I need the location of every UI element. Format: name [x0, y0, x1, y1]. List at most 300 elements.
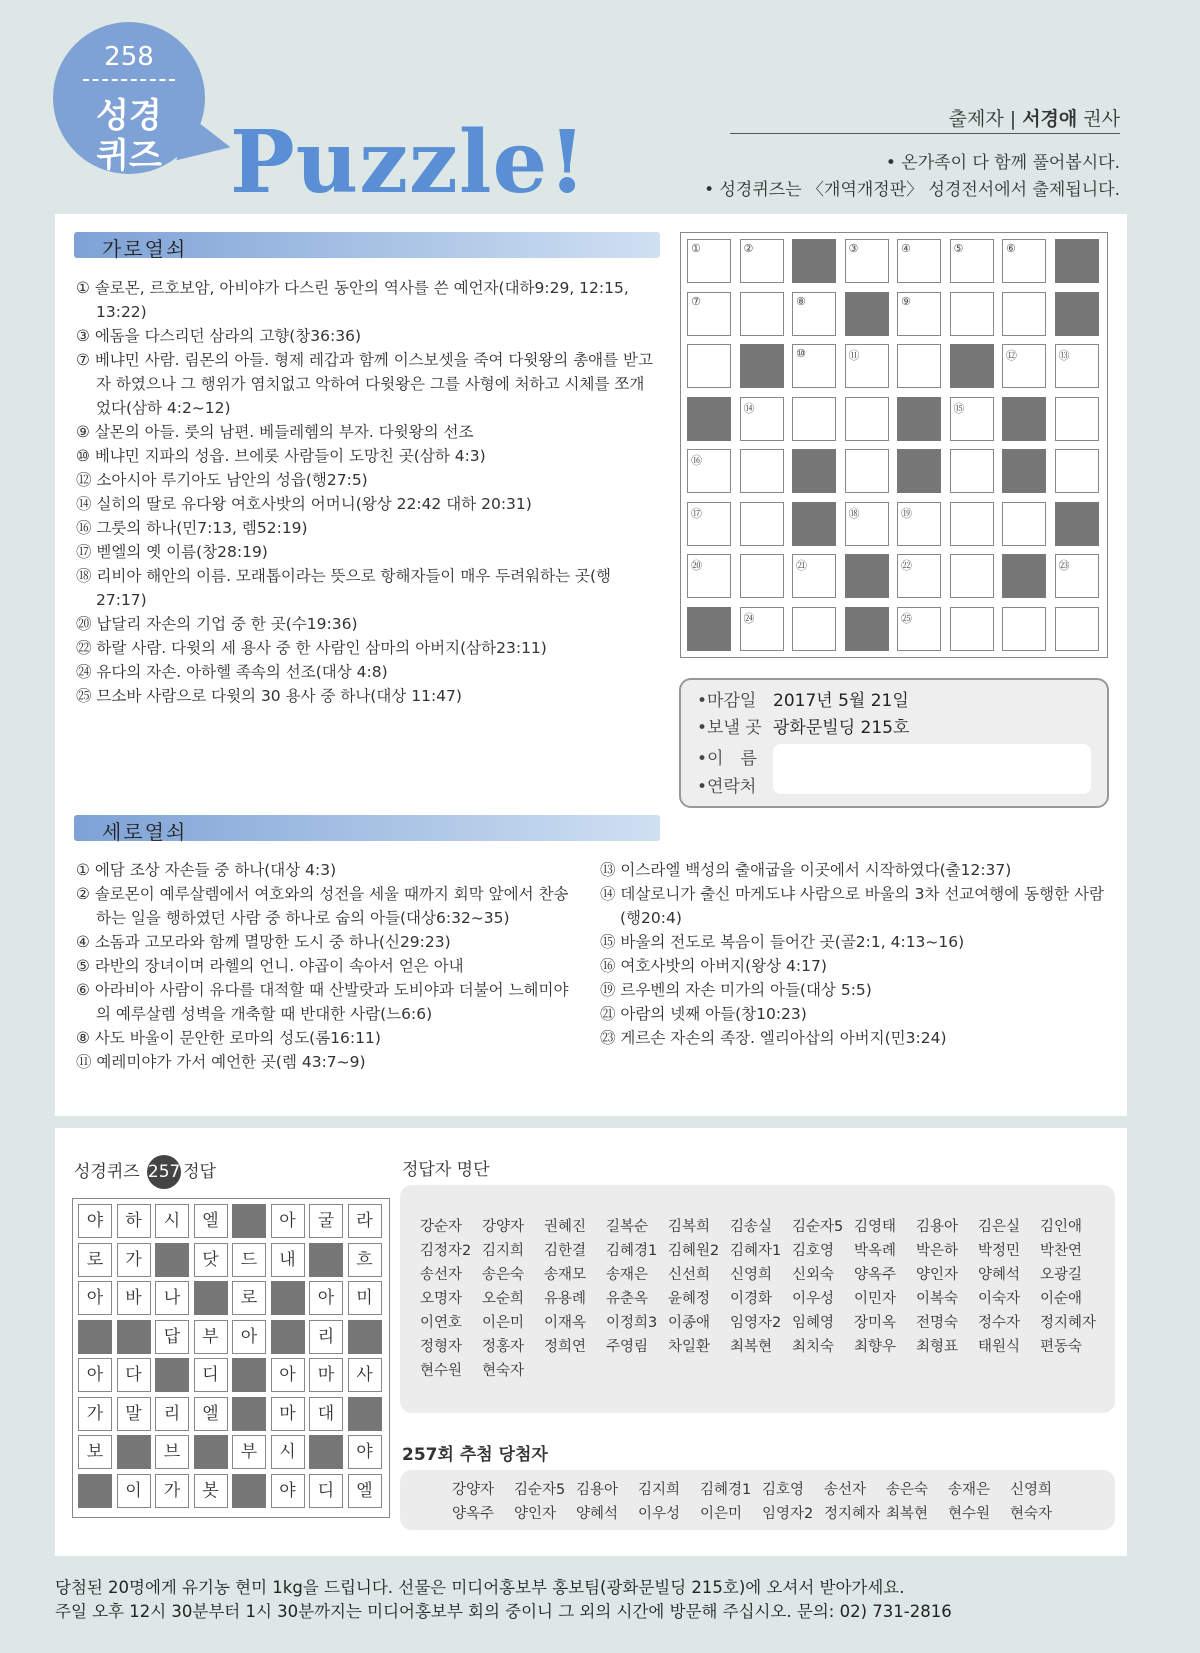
blocked-cell	[309, 1243, 343, 1277]
winner-name: 신외숙	[792, 1267, 835, 1283]
lucky-name: 정지혜자	[824, 1506, 881, 1522]
clue-item: ⑬ 이스라엘 백성의 출애굽을 이곳에서 시작하였다(출12:37)	[600, 861, 1012, 879]
puzzle-cell[interactable]	[950, 239, 994, 283]
winner-name: 태원식	[978, 1339, 1021, 1355]
address-value: 광화문빌딩 215호	[773, 718, 910, 738]
answers-title-prefix: 성경퀴즈	[74, 1162, 140, 1182]
blocked-cell	[792, 502, 836, 546]
answer-cell: 가	[78, 1397, 112, 1431]
author-name: 서경애	[1022, 108, 1078, 130]
blocked-cell	[271, 1320, 305, 1354]
winner-name: 현숙자	[482, 1363, 525, 1379]
clue-item: ⑰ 벧엘의 옛 이름(창28:19)	[76, 543, 268, 561]
answer-cell: 시	[271, 1435, 305, 1469]
winner-name: 이연호	[420, 1315, 463, 1331]
blocked-cell	[845, 607, 889, 651]
winner-name: 이재옥	[544, 1315, 587, 1331]
answer-cell: 이	[117, 1474, 151, 1508]
blocked-cell	[232, 1358, 266, 1392]
lucky-name: 김혜경1	[700, 1482, 752, 1498]
winner-name: 차일환	[668, 1339, 711, 1355]
cell-number: ⑥	[1006, 242, 1016, 255]
clue-item: ① 솔로몬, 르호보암, 아비야가 다스린 동안의 역사를 쓴 예언자(대하9:29, 12:15, 13:22)	[76, 279, 629, 321]
answer-cell: 내	[271, 1243, 305, 1277]
answer-cell: 브	[155, 1435, 189, 1469]
lucky-name: 신영희	[1010, 1482, 1053, 1498]
puzzle-cell[interactable]	[897, 344, 941, 388]
down-title: 세로열쇠	[102, 820, 188, 844]
winner-name: 김인애	[1040, 1219, 1083, 1235]
across-title: 가로열쇠	[102, 237, 188, 261]
answer-cell: 보	[78, 1435, 112, 1469]
winner-name: 강양자	[482, 1219, 525, 1235]
blocked-cell	[194, 1281, 228, 1315]
puzzle-cell[interactable]	[740, 397, 784, 441]
answer-cell: 아	[232, 1320, 266, 1354]
clue-item: ⑯ 그룻의 하나(민7:13, 렘52:19)	[76, 519, 308, 537]
winner-name: 양혜석	[978, 1267, 1021, 1283]
blocked-cell	[194, 1435, 228, 1469]
blocked-cell	[740, 344, 784, 388]
winner-name: 강순자	[420, 1219, 463, 1235]
lucky-name: 최복현	[886, 1506, 929, 1522]
lucky-name: 현숙자	[1010, 1506, 1053, 1522]
answer-cell: 리	[309, 1320, 343, 1354]
answer-cell: 가	[117, 1243, 151, 1277]
winner-name: 김한결	[544, 1243, 587, 1259]
puzzle-cell[interactable]	[845, 239, 889, 283]
answer-cell: 아	[271, 1358, 305, 1392]
puzzle-cell[interactable]	[897, 239, 941, 283]
answer-cell: 다	[117, 1358, 151, 1392]
address-label: •보낼 곳	[697, 718, 762, 738]
blocked-cell	[232, 1474, 266, 1508]
winner-name: 송재은	[606, 1267, 649, 1283]
puzzle-cell[interactable]	[950, 502, 994, 546]
answer-cell: 마	[309, 1358, 343, 1392]
puzzle-cell[interactable]	[1002, 292, 1046, 336]
answer-cell: 흐	[348, 1243, 382, 1277]
cell-number: ⑦	[691, 294, 701, 308]
blocked-cell	[117, 1435, 151, 1469]
winner-name: 이순애	[1040, 1291, 1083, 1307]
blocked-cell	[950, 344, 994, 388]
answer-cell: 엘	[348, 1474, 382, 1508]
puzzle-cell[interactable]	[1002, 344, 1046, 388]
cell-number: ⑭	[743, 401, 755, 415]
puzzle-cell[interactable]	[740, 607, 784, 651]
winner-name: 최향우	[854, 1339, 897, 1355]
puzzle-cell[interactable]	[687, 292, 731, 336]
puzzle-cell[interactable]	[1055, 607, 1099, 651]
blocked-cell	[155, 1243, 189, 1277]
blocked-cell	[271, 1281, 305, 1315]
winners-box	[400, 1185, 1115, 1413]
winner-name: 정희연	[544, 1339, 587, 1355]
author-label: 출제자 |	[948, 108, 1023, 130]
clue-item: ⑤ 라반의 장녀이며 라헬의 언니. 야곱이 속아서 얻은 아내	[76, 957, 464, 975]
winner-name: 김정자2	[420, 1243, 472, 1259]
note-1: • 온가족이 다 함께 풀어봅시다.	[885, 153, 1120, 173]
winner-name: 김용아	[916, 1219, 959, 1235]
winner-name: 유용례	[544, 1291, 587, 1307]
cell-number: ⑨	[901, 294, 911, 308]
winner-name: 이종애	[668, 1315, 711, 1331]
winner-name: 오명자	[420, 1291, 463, 1307]
clue-item: ㉕ 므소바 사람으로 다윗의 30 용사 중 하나(대상 11:47)	[76, 687, 462, 705]
blocked-cell	[1055, 502, 1099, 546]
answer-cell: 로	[232, 1281, 266, 1315]
winner-name: 이우성	[792, 1291, 835, 1307]
clue-item: ⑧ 사도 바울이 문안한 로마의 성도(롬16:11)	[76, 1029, 381, 1047]
blocked-cell	[232, 1397, 266, 1431]
name-contact-field[interactable]	[773, 744, 1091, 794]
blocked-cell	[792, 449, 836, 493]
puzzle-cell[interactable]	[740, 292, 784, 336]
puzzle-cell[interactable]	[1002, 239, 1046, 283]
winner-name: 장미옥	[854, 1315, 897, 1331]
blocked-cell	[1002, 554, 1046, 598]
winner-name: 전명숙	[916, 1315, 959, 1331]
issue-badge	[53, 22, 213, 176]
cell-number: ⑯	[691, 454, 702, 467]
puzzle-cell[interactable]	[687, 344, 731, 388]
deadline-value: 2017년 5월 21일	[773, 691, 909, 711]
winner-name: 오광길	[1040, 1267, 1083, 1283]
blocked-cell	[1055, 292, 1099, 336]
answer-cell: 디	[194, 1358, 228, 1392]
submission-box	[679, 678, 1109, 808]
cell-number: ⑬	[1058, 349, 1070, 362]
clue-item: ⑯ 여호사밧의 아버지(왕상 4:17)	[600, 957, 827, 975]
answers-title-suffix: 정답	[183, 1162, 216, 1182]
winner-name: 김은실	[978, 1219, 1021, 1235]
winner-name: 박은하	[916, 1243, 959, 1259]
winner-name: 최형표	[916, 1339, 959, 1355]
puzzle-cell[interactable]	[1002, 607, 1046, 651]
puzzle-cell[interactable]	[687, 502, 731, 546]
puzzle-cell[interactable]	[897, 607, 941, 651]
puzzle-cell[interactable]	[792, 292, 836, 336]
blocked-cell	[897, 397, 941, 441]
winner-name: 송재모	[544, 1267, 587, 1283]
clue-item: ⑱ 리비아 해안의 이름. 모래톱이라는 뜻으로 항해자들이 매우 두려워하는 곳(행 27:17)	[76, 567, 611, 609]
deadline-label: •마감일	[697, 691, 757, 711]
answer-cell: 부	[194, 1320, 228, 1354]
clue-item: ㉔ 유다의 자손. 아하헬 족속의 선조(대상 4:8)	[76, 663, 388, 681]
puzzle-cell[interactable]	[950, 607, 994, 651]
lucky-name: 양혜석	[576, 1506, 619, 1522]
answer-cell: 엘	[194, 1204, 228, 1238]
contact-label: •연락처	[697, 777, 757, 797]
cell-number: ②	[743, 242, 754, 255]
winner-name: 이복숙	[916, 1291, 959, 1307]
winner-name: 임혜영	[792, 1315, 835, 1331]
winner-name: 김혜자1	[730, 1243, 782, 1259]
blocked-cell	[348, 1397, 382, 1431]
winner-name: 길복순	[606, 1219, 649, 1235]
clue-item: ⑥ 아라비아 사람이 유다를 대적할 때 산발랏과 도비야과 더불어 느헤미야의 예루살렘 성벽을 개축할 때 반대한 사람(느6:6)	[76, 981, 569, 1023]
answer-cell: 사	[348, 1358, 382, 1392]
lucky-name: 양인자	[514, 1506, 557, 1522]
winner-name: 오순희	[482, 1291, 525, 1307]
winner-name: 김혜원2	[668, 1243, 720, 1259]
puzzle-cell[interactable]	[740, 554, 784, 598]
puzzle-cell[interactable]	[687, 554, 731, 598]
across-header	[74, 232, 660, 261]
cell-number: ⑱	[848, 506, 860, 520]
puzzle-cell[interactable]	[1002, 502, 1046, 546]
puzzle-cell[interactable]	[687, 239, 731, 283]
clue-item: ㉒ 하랄 사람. 다윗의 세 용사 중 한 사람인 삼마의 아버지(삼하23:11)	[76, 639, 547, 657]
cell-number: ⑧	[796, 294, 806, 308]
winners-row	[420, 1335, 1102, 1356]
clue-item: ① 에담 조상 자손들 중 하나(대상 4:3)	[76, 861, 337, 879]
clue-item: ⑪ 예레미야가 가서 예언한 곳(렘 43:7~9)	[76, 1053, 366, 1071]
author-title: 권사	[1077, 108, 1120, 130]
puzzle-cell[interactable]	[740, 502, 784, 546]
answer-cell: 디	[309, 1474, 343, 1508]
answer-cell: 시	[155, 1204, 189, 1238]
answer-cell: 닷	[194, 1243, 228, 1277]
answer-cell: 바	[117, 1281, 151, 1315]
answer-cell: 아	[309, 1281, 343, 1315]
puzzle-cell[interactable]	[845, 397, 889, 441]
blocked-cell	[155, 1358, 189, 1392]
winners-title: 정답자 명단	[402, 1160, 490, 1180]
clue-item: ③ 에돔을 다스리던 삼라의 고향(창36:36)	[76, 327, 362, 345]
winners-row	[420, 1359, 544, 1380]
answer-grid	[72, 1198, 390, 1518]
puzzle-cell[interactable]	[740, 449, 784, 493]
blocked-cell	[348, 1320, 382, 1354]
cell-number: ④	[901, 242, 911, 255]
blocked-cell	[845, 292, 889, 336]
puzzle-cell[interactable]	[792, 397, 836, 441]
winner-name: 권혜진	[544, 1219, 587, 1235]
issue-number: 258	[104, 42, 154, 72]
footer-line2: 주일 오후 12시 30분부터 1시 30분까지는 미디어홍보부 회의 중이니 그 외의 시간에 방문해 주십시오. 문의: 02) 731-2816	[55, 1602, 952, 1621]
clue-item: ⑩ 베냐민 지파의 성읍. 브에롯 사람들이 도망친 곳(삼하 4:3)	[76, 447, 486, 465]
answer-cell: 봇	[194, 1474, 228, 1508]
blocked-cell	[232, 1204, 266, 1238]
clue-item: ⑭ 데살로니가 출신 마게도냐 사람으로 바울의 3차 선교여행에 동행한 사람(행20:4)	[600, 885, 1104, 927]
badge-line2: 퀴즈	[96, 136, 162, 176]
answer-cell: 대	[309, 1397, 343, 1431]
down-header	[74, 815, 660, 844]
winner-name: 정형자	[420, 1339, 463, 1355]
footer-line1: 당첨된 20명에게 유기농 현미 1kg을 드립니다. 선물은 미디어홍보부 홍보팀(광화문빌딩 215호)에 오셔서 받아가세요.	[55, 1578, 905, 1597]
lucky-row	[452, 1502, 1072, 1523]
puzzle-cell[interactable]	[950, 554, 994, 598]
winner-name: 박옥례	[854, 1243, 897, 1259]
answer-cell: 아	[78, 1358, 112, 1392]
winner-name: 이은미	[482, 1315, 525, 1331]
name-label: •이 름	[697, 749, 757, 769]
lucky-row	[452, 1478, 1072, 1499]
clue-item: ② 솔로몬이 예루살렘에서 여호와의 성전을 세울 때까지 회막 앞에서 찬송하는 일을 행하였던 사람 중 하나로 숩의 아들(대상6:32~35)	[76, 885, 569, 927]
puzzle-cell[interactable]	[792, 344, 836, 388]
puzzle-cell[interactable]	[897, 554, 941, 598]
lucky-name: 현수원	[948, 1506, 991, 1522]
puzzle-cell[interactable]	[1055, 344, 1099, 388]
lucky-name: 송선자	[824, 1482, 867, 1498]
answer-cell: 나	[155, 1281, 189, 1315]
winners-row	[420, 1263, 1102, 1284]
blocked-cell	[845, 554, 889, 598]
winner-name: 신영희	[730, 1267, 773, 1283]
cell-number: ⑰	[691, 506, 702, 520]
winner-name: 김영태	[854, 1219, 897, 1235]
lucky-name: 송재은	[948, 1482, 991, 1498]
winner-name: 정홍자	[482, 1339, 525, 1355]
puzzle-cell[interactable]	[687, 449, 731, 493]
blocked-cell	[792, 239, 836, 283]
puzzle-cell[interactable]	[1055, 449, 1099, 493]
answer-cell: 답	[155, 1320, 189, 1354]
winner-name: 박정민	[978, 1243, 1021, 1259]
lucky-name: 강양자	[452, 1482, 495, 1498]
lucky-name: 임영자2	[762, 1506, 814, 1522]
puzzle-cell[interactable]	[792, 607, 836, 651]
puzzle-cell[interactable]	[1055, 554, 1099, 598]
puzzle-logo: Puzzle!	[230, 112, 588, 213]
cell-number: ㉑	[796, 559, 807, 572]
winner-name: 김순자5	[792, 1219, 844, 1235]
down-clues-left	[76, 858, 576, 1074]
answer-cell: 야	[271, 1474, 305, 1508]
clue-item: ㉓ 게르손 자손의 족장. 엘리아삽의 아버지(민3:24)	[600, 1029, 947, 1047]
cell-number: ①	[691, 242, 701, 255]
cell-number: ㉓	[1058, 559, 1070, 572]
answers-title	[74, 1155, 216, 1189]
winner-name: 임영자2	[730, 1315, 782, 1331]
winner-name: 김호영	[792, 1243, 835, 1259]
lucky-name: 송은숙	[886, 1482, 929, 1498]
winner-name: 이정희3	[606, 1315, 658, 1331]
winner-name: 송은숙	[482, 1267, 525, 1283]
clue-item: ⑫ 소아시아 루기아도 남안의 성읍(행27:5)	[76, 471, 368, 489]
answer-cell: 하	[117, 1204, 151, 1238]
answer-cell: 드	[232, 1243, 266, 1277]
note-2: • 성경퀴즈는 〈개역개정판〉 성경전서에서 출제됩니다.	[704, 180, 1120, 200]
winner-name: 송선자	[420, 1267, 463, 1283]
badge-divider	[83, 79, 175, 81]
blocked-cell	[897, 449, 941, 493]
blocked-cell	[687, 607, 731, 651]
puzzle-cell[interactable]	[897, 502, 941, 546]
puzzle-cell[interactable]	[792, 554, 836, 598]
winner-name: 최치숙	[792, 1339, 835, 1355]
cell-number: ⑮	[953, 401, 965, 415]
puzzle-cell[interactable]	[950, 292, 994, 336]
puzzle-cell[interactable]	[845, 344, 889, 388]
cell-number: ⑲	[901, 506, 912, 520]
clue-item: ⑭ 실히의 딸로 유다왕 여호사밧의 어머니(왕상 22:42 대하 20:31)	[76, 495, 532, 513]
puzzle-cell[interactable]	[950, 397, 994, 441]
blocked-cell	[78, 1320, 112, 1354]
puzzle-cell[interactable]	[740, 239, 784, 283]
winner-name: 이숙자	[978, 1291, 1021, 1307]
winners-row	[420, 1239, 1102, 1260]
answer-cell: 부	[232, 1435, 266, 1469]
cell-number: ㉕	[901, 611, 912, 625]
cell-number: ㉒	[901, 559, 912, 572]
blocked-cell	[78, 1474, 112, 1508]
answer-cell: 굴	[309, 1204, 343, 1238]
winner-name: 박찬연	[1040, 1243, 1083, 1259]
answer-cell: 마	[271, 1397, 305, 1431]
answer-cell: 미	[348, 1281, 382, 1315]
cell-number: ③	[848, 242, 859, 255]
answer-cell: 리	[155, 1397, 189, 1431]
blocked-cell	[1055, 239, 1099, 283]
answer-cell: 야	[78, 1204, 112, 1238]
lucky-box	[400, 1470, 1115, 1530]
badge-line1: 성경	[96, 96, 162, 136]
puzzle-cell[interactable]	[897, 292, 941, 336]
winner-name: 주영림	[606, 1339, 649, 1355]
across-clues	[76, 276, 656, 708]
lucky-name: 양옥주	[452, 1506, 495, 1522]
lucky-name: 김호영	[762, 1482, 805, 1498]
blocked-cell	[117, 1320, 151, 1354]
cell-number: ⑩	[796, 347, 806, 360]
answer-cell: 로	[78, 1243, 112, 1277]
cell-number: ⑳	[691, 559, 702, 572]
winner-name: 현수원	[420, 1363, 463, 1379]
blocked-cell	[1002, 397, 1046, 441]
puzzle-cell[interactable]	[845, 502, 889, 546]
winner-name: 이민자	[854, 1291, 897, 1307]
blocked-cell	[309, 1435, 343, 1469]
puzzle-cell[interactable]	[1055, 397, 1099, 441]
crossword-grid	[680, 232, 1108, 658]
lucky-name: 이은미	[700, 1506, 743, 1522]
puzzle-cell[interactable]	[845, 449, 889, 493]
clue-item: ⑨ 살몬의 아들. 룻의 남편. 베들레헴의 부자. 다윗왕의 선조	[76, 423, 474, 441]
lucky-title: 257회 추첨 당첨자	[402, 1445, 548, 1465]
clue-item: ⑲ 르우벤의 자손 미가의 아들(대상 5:5)	[600, 981, 872, 999]
lucky-name: 김순자5	[514, 1482, 566, 1498]
down-clues-right	[600, 858, 1110, 1050]
cell-number: ⑫	[1006, 349, 1017, 362]
author	[949, 104, 1120, 131]
winners-row	[420, 1287, 1102, 1308]
puzzle-cell[interactable]	[950, 449, 994, 493]
winner-name: 정수자	[978, 1315, 1021, 1331]
winner-name: 이경화	[730, 1291, 773, 1307]
answers-issue: 257	[147, 1155, 181, 1189]
blocked-cell	[687, 397, 731, 441]
winner-name: 양인자	[916, 1267, 959, 1283]
clue-item: ④ 소돔과 고모라와 함께 멸망한 도시 중 하나(신29:23)	[76, 933, 451, 951]
answer-cell: 아	[271, 1204, 305, 1238]
answer-cell: 라	[348, 1204, 382, 1238]
blocked-cell	[1002, 449, 1046, 493]
clue-item: ⑦ 베냐민 사람. 림몬의 아들. 형제 레갑과 함께 이스보셋을 죽여 다윗왕의 총애를 받고자 하였으나 그 행위가 염치없고 악하여 다윗왕은 그를 사형에 처하고 시체를 쪼개었다(삼하 4:2~12)	[76, 351, 653, 417]
lucky-name: 김용아	[576, 1482, 619, 1498]
clue-item: ⑳ 납달리 자손의 기업 중 한 곳(수19:36)	[76, 615, 358, 633]
answer-cell: 엘	[194, 1397, 228, 1431]
answer-cell: 말	[117, 1397, 151, 1431]
winner-name: 최복현	[730, 1339, 773, 1355]
winner-name: 유춘옥	[606, 1291, 649, 1307]
winner-name: 김지희	[482, 1243, 525, 1259]
winner-name: 김송실	[730, 1219, 773, 1235]
answer-cell: 아	[78, 1281, 112, 1315]
winner-name: 김혜경1	[606, 1243, 658, 1259]
